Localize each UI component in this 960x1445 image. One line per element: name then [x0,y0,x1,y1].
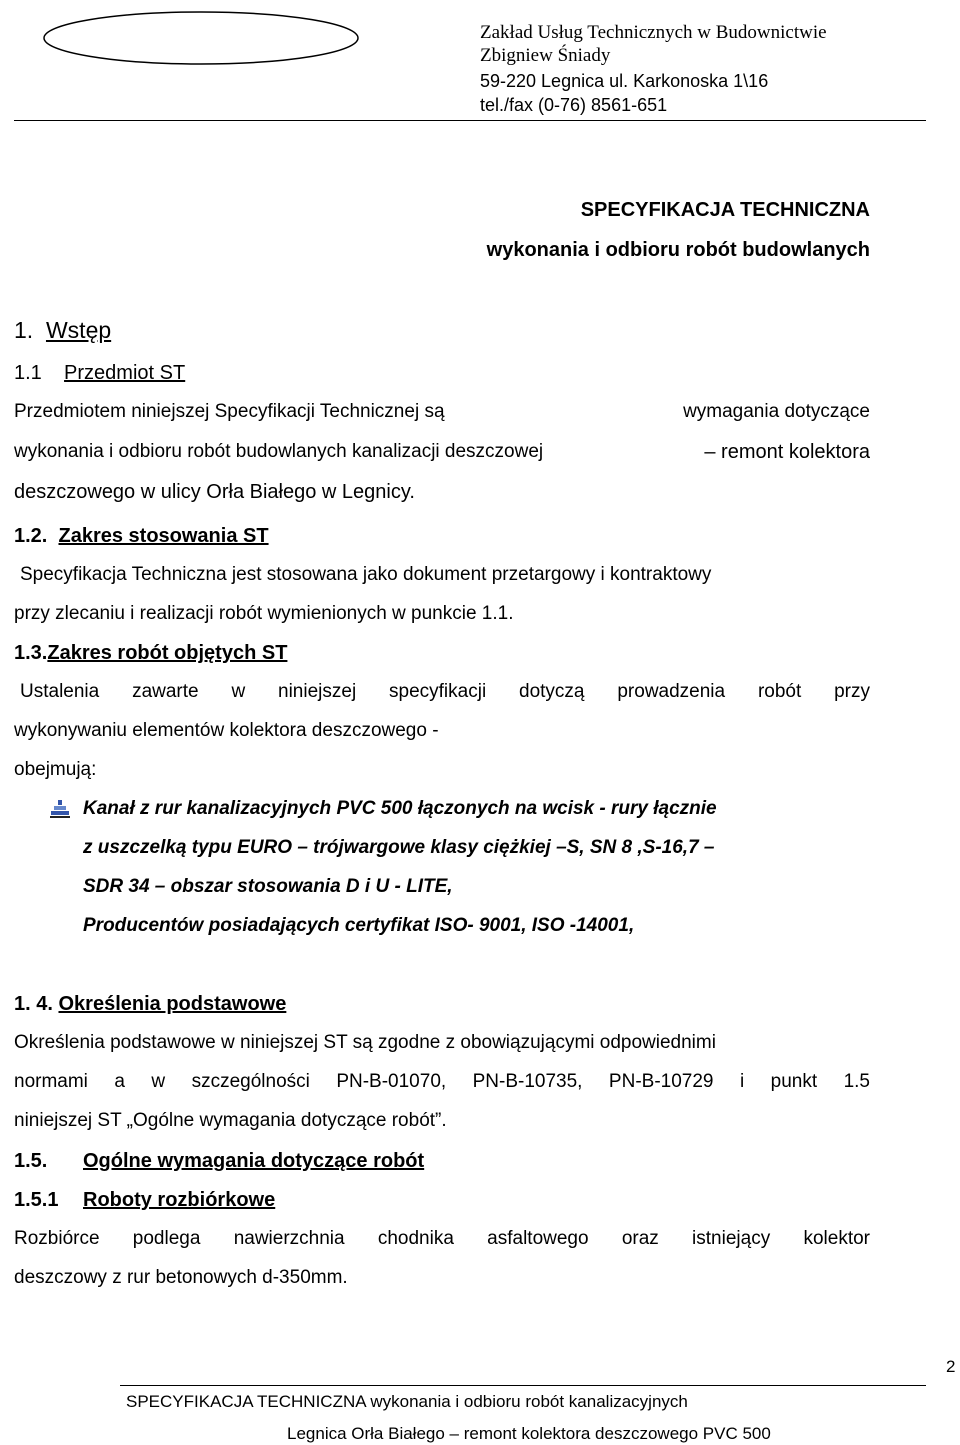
company-phone: tel./fax (0-76) 8561-651 [480,95,668,115]
bullet-item-line: Kanał z rur kanalizacyjnych PVC 500 łączonych na wcisk - rury łącznie [83,798,717,819]
section-number: 1.2. [14,525,48,547]
bullet-item-line: SDR 34 – obszar stosowania D i U - LITE, [83,876,453,897]
section-title: Ogólne wymagania dotyczące robót [83,1150,425,1172]
paragraph-line: normami a w szczególności PN-B-01070, PN-B-10735, PN-B-10729 i punkt 1.5 [14,1071,870,1092]
footer-line: SPECYFIKACJA TECHNICZNA wykonania i odbioru robót kanalizacyjnych [126,1392,688,1411]
company-owner: Zbigniew Śniady [480,45,611,66]
paragraph-line: Specyfikacja Techniczna jest stosowana jako dokument przetargowy i kontraktowy [20,564,712,585]
section-title: Wstęp [45,317,112,343]
section-title: Zakres stosowania ST [58,525,269,547]
footer-divider [120,1385,926,1386]
logo-oval [40,8,362,68]
section-title: Przedmiot ST [64,362,186,384]
section-number: 1. 4. [14,993,53,1015]
section-1-4-heading [14,992,286,1016]
paragraph-line: Przedmiotem niniejszej Specyfikacji Technicznej są [14,401,445,422]
section-1-5-heading [14,1149,47,1173]
section-number: 1.5.1 [14,1189,59,1211]
paragraph-line: deszczowego w ulicy Orła Białego w Legnicy. [14,481,415,503]
paragraph-line: wykonania i odbioru robót budowlanych kanalizacji deszczowej [14,441,544,462]
bullet-item-line: Producentów posiadających certyfikat ISO- 9001, ISO -14001, [83,915,635,936]
paragraph-line: – remont kolektora [704,441,870,463]
page-number: 2 [946,1357,956,1376]
paragraph-line: wymagania dotyczące [683,401,870,422]
paragraph-line: Rozbiórce podlega nawierzchnia chodnika asfaltowego oraz istniejący kolektor [14,1228,870,1249]
paragraph-line: wykonywaniu elementów kolektora deszczowego - [14,720,439,741]
paragraph-line: niniejszej ST „Ogólne wymagania dotyczące robót”. [14,1110,447,1131]
stacked-bars-bullet-icon [50,799,70,819]
section-1-3-heading [14,641,287,665]
header-divider [14,120,926,121]
paragraph-line: Ustalenia zawarte w niniejszej specyfikacji dotyczą prowadzenia robót przy [20,681,870,702]
section-1-2-heading [14,524,269,548]
paragraph-line: deszczowy z rur betonowych d-350mm. [14,1267,348,1288]
section-1-5-1-heading [14,1188,58,1212]
paragraph-line: przy zlecaniu i realizacji robót wymienionych w punkcie 1.1. [14,603,514,624]
section-number: 1.5. [14,1150,48,1172]
company-address: 59-220 Legnica ul. Karkonoska 1\16 [480,71,769,91]
section-number: 1.1 [14,362,42,384]
document-title: SPECYFIKACJA TECHNICZNA [580,199,870,221]
section-1-1-heading [14,361,185,385]
bullet-item-line: z uszczelką typu EURO – trójwargowe klasy ciężkiej –S, SN 8 ,S-16,7 – [83,837,715,858]
section-title: Określenia podstawowe [58,993,287,1015]
section-1-heading [14,316,111,344]
paragraph-line: obejmują: [14,759,97,780]
section-number: 1.3. [14,642,48,664]
paragraph-line: Określenia podstawowe w niniejszej ST są zgodne z obowiązującymi odpowiednimi [14,1032,716,1053]
section-title: Zakres robót objętych ST [47,642,288,664]
footer-line: Legnica Orła Białego – remont kolektora deszczowego PVC 500 [287,1424,771,1443]
company-name: Zakład Usług Technicznych w Budownictwie [480,22,827,43]
section-title: Roboty rozbiórkowe [83,1189,276,1211]
document-subtitle: wykonania i odbioru robót budowlanych [486,239,870,261]
section-number: 1. [14,317,34,343]
